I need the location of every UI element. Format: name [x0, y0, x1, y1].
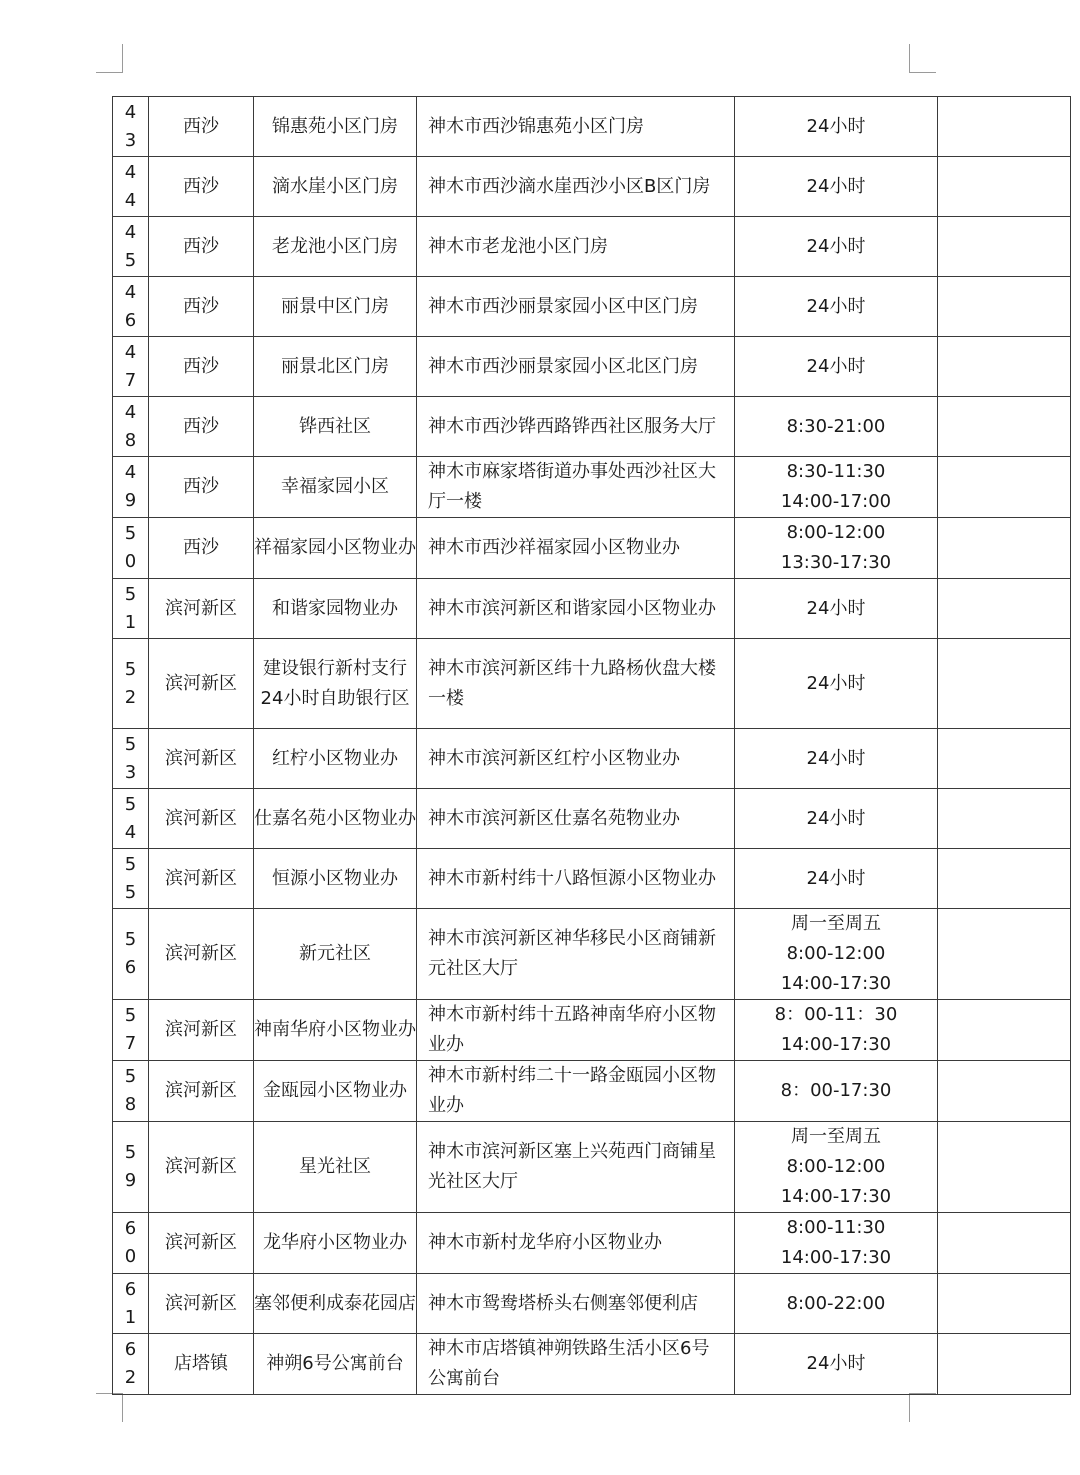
row-number [113, 277, 149, 337]
hours-cell: 24小时 [735, 277, 938, 337]
row-number-digit: 5 [124, 583, 137, 605]
site-name-cell: 丽景北区门房 [254, 337, 417, 397]
site-name-cell: 幸福家园小区 [254, 457, 417, 518]
row-number-digit: 4 [124, 401, 137, 423]
row-number-digit: 4 [124, 101, 137, 123]
row-number-digit: 9 [124, 490, 137, 511]
row-number [113, 1213, 149, 1274]
empty-cell [938, 1122, 1071, 1213]
row-number [113, 1061, 149, 1122]
hours-cell: 8:00-11:30 14:00-17:30 [735, 1213, 938, 1274]
hours-cell: 8：00-17:30 [735, 1061, 938, 1122]
hours-cell: 24小时 [735, 729, 938, 789]
table-row [113, 1334, 1071, 1395]
row-number [113, 337, 149, 397]
row-number-digit: 4 [124, 161, 137, 183]
row-number-digit: 6 [124, 957, 137, 978]
row-number-digit: 5 [124, 853, 137, 875]
empty-cell [938, 639, 1071, 729]
site-name-cell: 金瓯园小区物业办 [254, 1061, 417, 1122]
hours-cell: 8:30-21:00 [735, 397, 938, 457]
hours-cell: 24小时 [735, 337, 938, 397]
site-name-cell: 滴水崖小区门房 [254, 157, 417, 217]
hours-cell: 24小时 [735, 97, 938, 157]
area-cell: 西沙 [149, 518, 254, 579]
empty-cell [938, 157, 1071, 217]
area-cell: 西沙 [149, 157, 254, 217]
table-row [113, 217, 1071, 277]
row-number-digit: 1 [124, 611, 137, 633]
hours-cell: 24小时 [735, 157, 938, 217]
row-number-digit: 3 [124, 129, 137, 151]
site-name-cell: 祥福家园小区物业办 [254, 518, 417, 579]
site-name-cell: 新元社区 [254, 909, 417, 1000]
hours-cell: 24小时 [735, 789, 938, 849]
area-cell: 西沙 [149, 97, 254, 157]
hours-cell: 周一至周五 8:00-12:00 14:00-17:30 [735, 909, 938, 1000]
row-number [113, 97, 149, 157]
empty-cell [938, 97, 1071, 157]
site-name-cell: 星光社区 [254, 1122, 417, 1213]
empty-cell [938, 1061, 1071, 1122]
row-number-digit: 7 [124, 369, 137, 391]
row-number [113, 1334, 149, 1395]
site-name-cell: 锦惠苑小区门房 [254, 97, 417, 157]
table-row [113, 909, 1071, 1000]
empty-cell [938, 518, 1071, 579]
table-row [113, 1274, 1071, 1334]
table-row [113, 457, 1071, 518]
table-row [113, 157, 1071, 217]
row-number-digit: 5 [124, 881, 137, 903]
row-number-digit: 5 [124, 929, 137, 950]
row-number-digit: 4 [124, 221, 137, 243]
crop-mark-bottom-left [96, 1393, 123, 1422]
area-cell: 滨河新区 [149, 1274, 254, 1334]
row-number-digit: 5 [124, 1066, 137, 1087]
row-number-digit: 2 [124, 1367, 137, 1388]
crop-mark-top-left [96, 44, 123, 73]
area-cell: 滨河新区 [149, 579, 254, 639]
area-cell: 滨河新区 [149, 789, 254, 849]
hours-cell: 24小时 [735, 639, 938, 729]
row-number-digit: 5 [124, 249, 137, 271]
hours-cell: 周一至周五 8:00-12:00 14:00-17:30 [735, 1122, 938, 1213]
row-number [113, 518, 149, 579]
row-number [113, 789, 149, 849]
hours-cell: 8:30-11:30 14:00-17:00 [735, 457, 938, 518]
row-number-digit: 5 [124, 793, 137, 815]
row-number [113, 1274, 149, 1334]
row-number [113, 909, 149, 1000]
table-row [113, 849, 1071, 909]
row-number-digit: 4 [124, 821, 137, 843]
row-number-digit: 0 [124, 1246, 137, 1267]
table-row [113, 97, 1071, 157]
address-cell: 神木市滨河新区红柠小区物业办 [417, 729, 735, 789]
service-sites-table [112, 96, 1071, 1395]
row-number [113, 639, 149, 729]
row-number-digit: 5 [124, 1142, 137, 1163]
address-cell: 神木市滨河新区神华移民小区商铺新元社区大厅 [417, 909, 735, 1000]
row-number-digit: 5 [124, 1005, 137, 1026]
area-cell: 滨河新区 [149, 1000, 254, 1061]
hours-cell: 8：00-11：30 14:00-17:30 [735, 1000, 938, 1061]
address-cell: 神木市西沙铧西路铧西社区服务大厅 [417, 397, 735, 457]
area-cell: 滨河新区 [149, 849, 254, 909]
address-cell: 神木市老龙池小区门房 [417, 217, 735, 277]
area-cell: 西沙 [149, 277, 254, 337]
table-body [113, 97, 1071, 1395]
site-name-cell: 仕嘉名苑小区物业办 [254, 789, 417, 849]
address-cell: 神木市西沙锦惠苑小区门房 [417, 97, 735, 157]
hours-cell: 8:00-12:00 13:30-17:30 [735, 518, 938, 579]
hours-cell: 24小时 [735, 849, 938, 909]
empty-cell [938, 397, 1071, 457]
address-cell: 神木市西沙祥福家园小区物业办 [417, 518, 735, 579]
address-cell: 神木市西沙滴水崖西沙小区B区门房 [417, 157, 735, 217]
address-cell: 神木市滨河新区塞上兴苑西门商铺星光社区大厅 [417, 1122, 735, 1213]
row-number [113, 157, 149, 217]
empty-cell [938, 1334, 1071, 1395]
area-cell: 滨河新区 [149, 1213, 254, 1274]
row-number-digit: 9 [124, 1170, 137, 1191]
site-name-cell: 铧西社区 [254, 397, 417, 457]
address-cell: 神木市麻家塔街道办事处西沙社区大厅一楼 [417, 457, 735, 518]
empty-cell [938, 277, 1071, 337]
row-number-digit: 2 [124, 686, 137, 708]
address-cell: 神木市滨河新区纬十九路杨伙盘大楼一楼 [417, 639, 735, 729]
address-cell: 神木市新村纬十五路神南华府小区物业办 [417, 1000, 735, 1061]
empty-cell [938, 1274, 1071, 1334]
area-cell: 店塔镇 [149, 1334, 254, 1395]
table-row [113, 1061, 1071, 1122]
table-row [113, 579, 1071, 639]
row-number-digit: 7 [124, 1033, 137, 1054]
area-cell: 滨河新区 [149, 1061, 254, 1122]
address-cell: 神木市滨河新区仕嘉名苑物业办 [417, 789, 735, 849]
row-number-digit: 1 [124, 1306, 137, 1328]
row-number-digit: 4 [124, 341, 137, 363]
row-number-digit: 5 [124, 523, 137, 544]
empty-cell [938, 1213, 1071, 1274]
table-row [113, 729, 1071, 789]
area-cell: 西沙 [149, 217, 254, 277]
table-row [113, 397, 1071, 457]
site-name-cell: 塞邻便利成泰花园店 [254, 1274, 417, 1334]
table-row [113, 1000, 1071, 1061]
row-number-digit: 6 [124, 1339, 137, 1360]
table-row [113, 277, 1071, 337]
area-cell: 滨河新区 [149, 639, 254, 729]
hours-cell: 24小时 [735, 579, 938, 639]
row-number-digit: 0 [124, 551, 137, 572]
address-cell: 神木市鸳鸯塔桥头右侧塞邻便利店 [417, 1274, 735, 1334]
site-name-cell: 神南华府小区物业办 [254, 1000, 417, 1061]
hours-cell: 24小时 [735, 217, 938, 277]
area-cell: 滨河新区 [149, 1122, 254, 1213]
row-number [113, 217, 149, 277]
empty-cell [938, 579, 1071, 639]
table-row [113, 789, 1071, 849]
site-name-cell: 红柠小区物业办 [254, 729, 417, 789]
row-number-digit: 4 [124, 462, 137, 483]
row-number-digit: 8 [124, 1094, 137, 1115]
address-cell: 神木市新村纬十八路恒源小区物业办 [417, 849, 735, 909]
row-number-digit: 6 [124, 309, 137, 331]
row-number-digit: 4 [124, 281, 137, 303]
row-number-digit: 3 [124, 761, 137, 783]
address-cell: 神木市西沙丽景家园小区北区门房 [417, 337, 735, 397]
empty-cell [938, 217, 1071, 277]
table-row [113, 518, 1071, 579]
row-number-digit: 6 [124, 1218, 137, 1239]
site-name-cell: 和谐家园物业办 [254, 579, 417, 639]
site-name-cell: 恒源小区物业办 [254, 849, 417, 909]
row-number-digit: 5 [124, 733, 137, 755]
address-cell: 神木市新村龙华府小区物业办 [417, 1213, 735, 1274]
table-row [113, 337, 1071, 397]
site-name-cell: 建设银行新村支行24小时自助银行区 [254, 639, 417, 729]
row-number [113, 579, 149, 639]
crop-mark-top-right [909, 44, 936, 73]
empty-cell [938, 457, 1071, 518]
area-cell: 滨河新区 [149, 729, 254, 789]
area-cell: 滨河新区 [149, 909, 254, 1000]
site-name-cell: 丽景中区门房 [254, 277, 417, 337]
row-number [113, 849, 149, 909]
empty-cell [938, 729, 1071, 789]
hours-cell: 8:00-22:00 [735, 1274, 938, 1334]
row-number [113, 1000, 149, 1061]
empty-cell [938, 849, 1071, 909]
row-number [113, 397, 149, 457]
table-row [113, 1213, 1071, 1274]
empty-cell [938, 1000, 1071, 1061]
address-cell: 神木市滨河新区和谐家园小区物业办 [417, 579, 735, 639]
site-name-cell: 龙华府小区物业办 [254, 1213, 417, 1274]
row-number-digit: 4 [124, 189, 137, 211]
address-cell: 神木市新村纬二十一路金瓯园小区物业办 [417, 1061, 735, 1122]
empty-cell [938, 909, 1071, 1000]
area-cell: 西沙 [149, 337, 254, 397]
row-number [113, 1122, 149, 1213]
row-number [113, 457, 149, 518]
row-number-digit: 5 [124, 658, 137, 680]
empty-cell [938, 337, 1071, 397]
row-number-digit: 8 [124, 429, 137, 451]
address-cell: 神木市西沙丽景家园小区中区门房 [417, 277, 735, 337]
address-cell: 神木市店塔镇神朔铁路生活小区6号公寓前台 [417, 1334, 735, 1395]
site-name-cell: 神朔6号公寓前台 [254, 1334, 417, 1395]
crop-mark-bottom-right [909, 1393, 936, 1422]
site-name-cell: 老龙池小区门房 [254, 217, 417, 277]
area-cell: 西沙 [149, 457, 254, 518]
table-row [113, 1122, 1071, 1213]
hours-cell: 24小时 [735, 1334, 938, 1395]
empty-cell [938, 789, 1071, 849]
row-number [113, 729, 149, 789]
table-row [113, 639, 1071, 729]
row-number-digit: 6 [124, 1278, 137, 1300]
area-cell: 西沙 [149, 397, 254, 457]
